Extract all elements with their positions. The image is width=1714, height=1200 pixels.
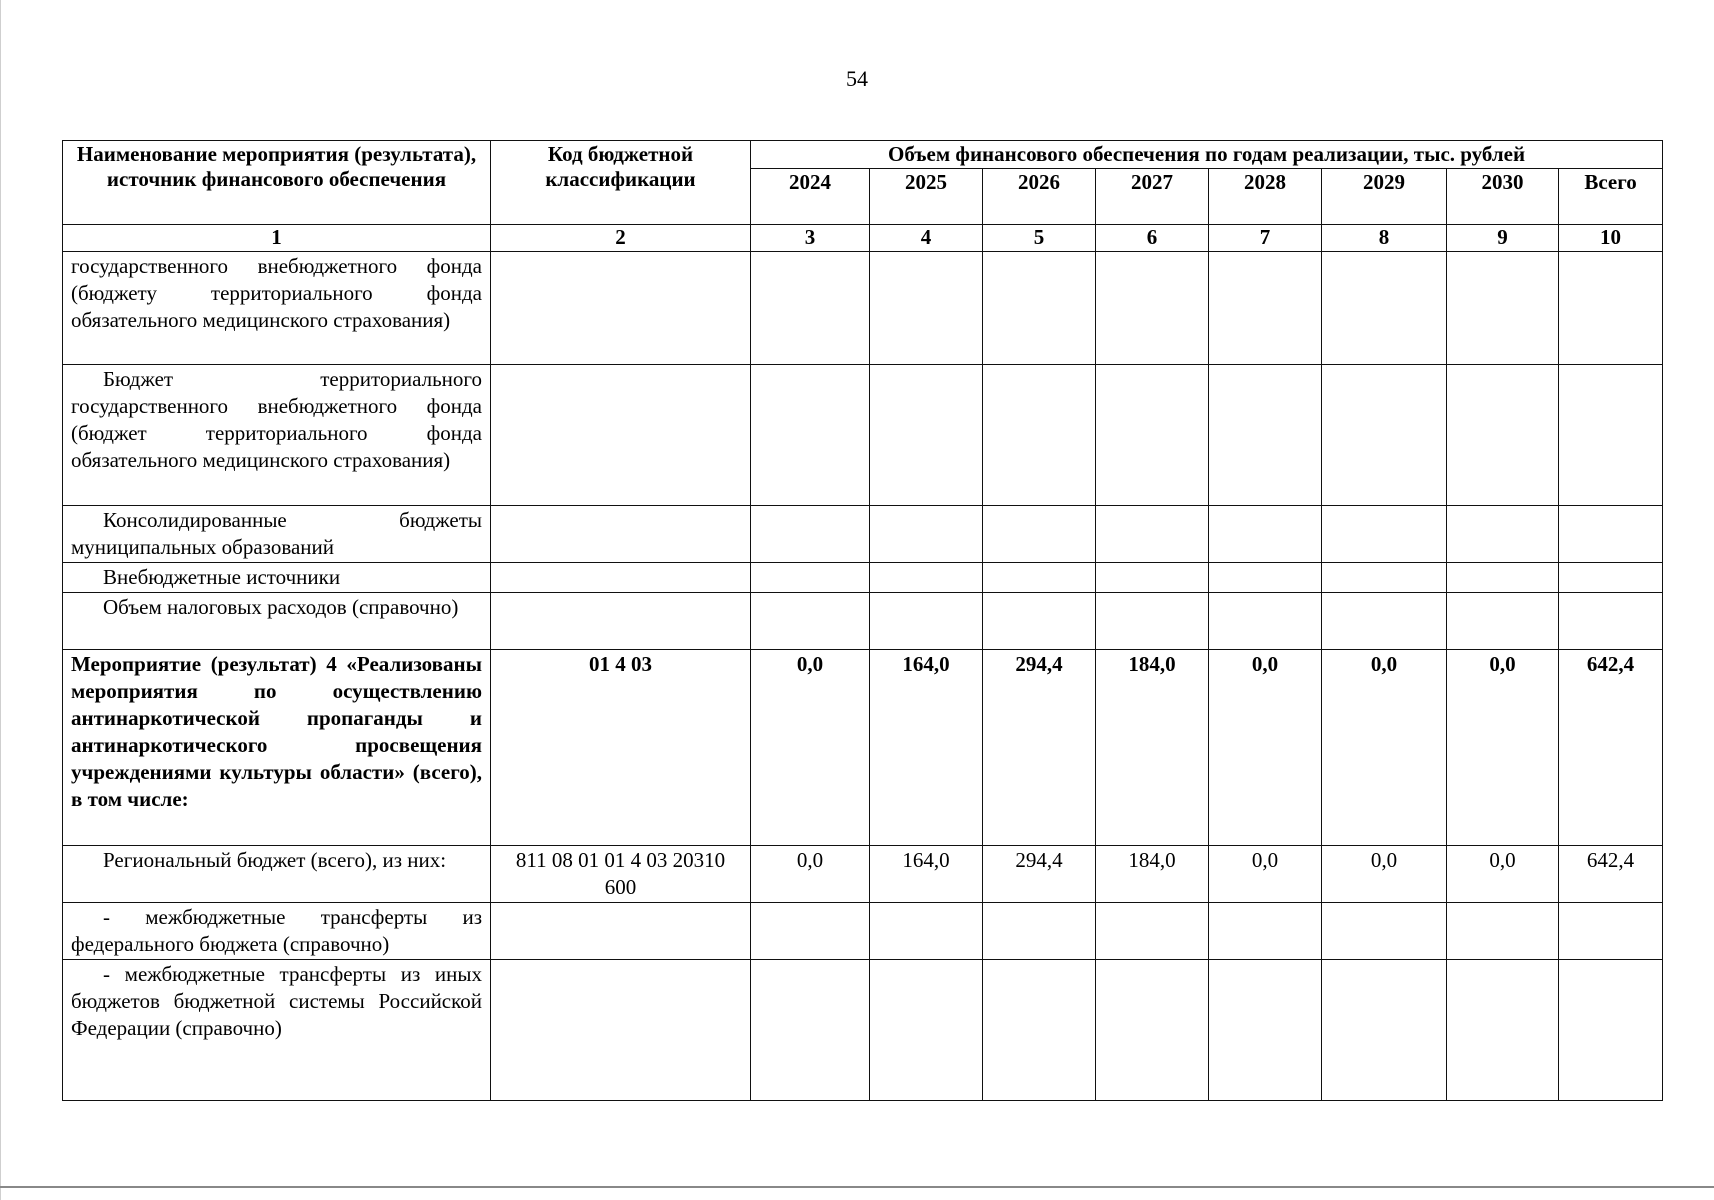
financing-table: [62, 140, 1663, 1101]
row-value: [1559, 506, 1663, 563]
row-value: 0,0: [1209, 846, 1322, 903]
row-value: [1209, 252, 1322, 365]
header-year: 2027: [1096, 169, 1209, 225]
row-value: 0,0: [751, 846, 870, 903]
row-value: [1209, 960, 1322, 1101]
header-year: 2025: [870, 169, 983, 225]
row-value: [1447, 960, 1559, 1101]
row-value: [1447, 593, 1559, 650]
row-value: [1209, 563, 1322, 593]
row-value: [1096, 252, 1209, 365]
header-year: 2028: [1209, 169, 1322, 225]
row-value: 0,0: [1447, 846, 1559, 903]
row-value: [983, 252, 1096, 365]
row-value: [1447, 365, 1559, 506]
row-value: 0,0: [1209, 650, 1322, 846]
row-value: [1559, 903, 1663, 960]
row-value: 642,4: [1559, 650, 1663, 846]
row-value: [1559, 563, 1663, 593]
table-row: [63, 365, 1663, 506]
column-number: 6: [1096, 225, 1209, 252]
row-code: [491, 563, 751, 593]
row-value: [751, 252, 870, 365]
scan-left-edge: [0, 0, 1, 1200]
row-name: - межбюджетные трансферты из иных бюджетов бюджетной системы Российской Федерации (справочно): [63, 960, 491, 1101]
row-value: [1322, 593, 1447, 650]
header-year: 2026: [983, 169, 1096, 225]
row-value: [1559, 960, 1663, 1101]
row-value: [1447, 252, 1559, 365]
row-code: 811 08 01 01 4 03 20310 600: [491, 846, 751, 903]
row-value: [1096, 365, 1209, 506]
row-value: [870, 593, 983, 650]
page-number: 54: [846, 66, 868, 91]
row-value: [751, 563, 870, 593]
row-value: [1096, 960, 1209, 1101]
column-number: 5: [983, 225, 1096, 252]
row-code: [491, 960, 751, 1101]
row-value: 164,0: [870, 650, 983, 846]
row-value: [751, 960, 870, 1101]
row-name: - межбюджетные трансферты из федерального бюджета (справочно): [63, 903, 491, 960]
table-row: [63, 903, 1663, 960]
column-number: 10: [1559, 225, 1663, 252]
row-code: [491, 506, 751, 563]
row-value: [1096, 563, 1209, 593]
column-number: 8: [1322, 225, 1447, 252]
header-code: Код бюджетной классификации: [491, 141, 751, 225]
row-value: [1209, 506, 1322, 563]
table-row: [63, 593, 1663, 650]
row-value: [751, 506, 870, 563]
row-value: [870, 563, 983, 593]
row-value: [983, 563, 1096, 593]
row-value: [1322, 903, 1447, 960]
row-value: [751, 365, 870, 506]
row-value: [870, 365, 983, 506]
table-row: [63, 563, 1663, 593]
row-name: Мероприятие (результат) 4 «Реализованы мероприятия по осуществлению антинаркотической пропаганды и антинаркотического просвещения учреждениями культуры области» (всего), в том числе:: [63, 650, 491, 846]
row-value: [1096, 593, 1209, 650]
row-value: 184,0: [1096, 650, 1209, 846]
row-value: [1322, 365, 1447, 506]
row-value: 164,0: [870, 846, 983, 903]
row-value: [1559, 365, 1663, 506]
row-value: [1322, 960, 1447, 1101]
row-value: [1447, 506, 1559, 563]
row-code: 01 4 03: [491, 650, 751, 846]
header-volume: Объем финансового обеспечения по годам реализации, тыс. рублей: [751, 141, 1663, 169]
column-number: 2: [491, 225, 751, 252]
row-value: [983, 903, 1096, 960]
row-value: 0,0: [1322, 846, 1447, 903]
table-row: [63, 650, 1663, 846]
row-value: [1209, 593, 1322, 650]
column-number: 4: [870, 225, 983, 252]
scan-bottom-edge: [0, 1186, 1714, 1188]
row-value: 294,4: [983, 650, 1096, 846]
row-value: [751, 903, 870, 960]
row-value: [983, 506, 1096, 563]
header-total: Всего: [1559, 169, 1663, 225]
header-year: 2024: [751, 169, 870, 225]
row-value: 642,4: [1559, 846, 1663, 903]
column-number: 1: [63, 225, 491, 252]
column-number: 3: [751, 225, 870, 252]
table-row: [63, 252, 1663, 365]
table-row: [63, 960, 1663, 1101]
row-value: 294,4: [983, 846, 1096, 903]
header-year: 2030: [1447, 169, 1559, 225]
header-name: Наименование мероприятия (результата), источник финансового обеспечения: [63, 141, 491, 225]
row-value: [1559, 252, 1663, 365]
row-value: [1209, 903, 1322, 960]
row-code: [491, 365, 751, 506]
row-value: [1322, 563, 1447, 593]
row-value: [1447, 563, 1559, 593]
row-value: [870, 960, 983, 1101]
row-name: государственного внебюджетного фонда (бюджету территориального фонда обязательного медицинского страхования): [63, 252, 491, 365]
row-value: [1559, 593, 1663, 650]
row-value: [1322, 252, 1447, 365]
row-value: [983, 593, 1096, 650]
row-value: 0,0: [1322, 650, 1447, 846]
row-code: [491, 903, 751, 960]
row-value: [751, 593, 870, 650]
column-number: 9: [1447, 225, 1559, 252]
row-value: [1096, 506, 1209, 563]
table-row: [63, 506, 1663, 563]
row-value: [870, 903, 983, 960]
row-value: 184,0: [1096, 846, 1209, 903]
row-value: [870, 252, 983, 365]
row-code: [491, 252, 751, 365]
row-value: 0,0: [1447, 650, 1559, 846]
row-name: Региональный бюджет (всего), из них:: [63, 846, 491, 903]
row-value: [1209, 365, 1322, 506]
row-value: [1447, 903, 1559, 960]
row-value: [870, 506, 983, 563]
row-name: Бюджет территориального государственного внебюджетного фонда (бюджет территориального фонда обязательного медицинского страхования): [63, 365, 491, 506]
row-value: 0,0: [751, 650, 870, 846]
column-number: 7: [1209, 225, 1322, 252]
header-year: 2029: [1322, 169, 1447, 225]
row-name: Внебюджетные источники: [63, 563, 491, 593]
row-value: [983, 365, 1096, 506]
row-name: Объем налоговых расходов (справочно): [63, 593, 491, 650]
table-row: [63, 846, 1663, 903]
row-value: [1096, 903, 1209, 960]
row-value: [983, 960, 1096, 1101]
row-value: [1322, 506, 1447, 563]
row-code: [491, 593, 751, 650]
row-name: Консолидированные бюджеты муниципальных образований: [63, 506, 491, 563]
